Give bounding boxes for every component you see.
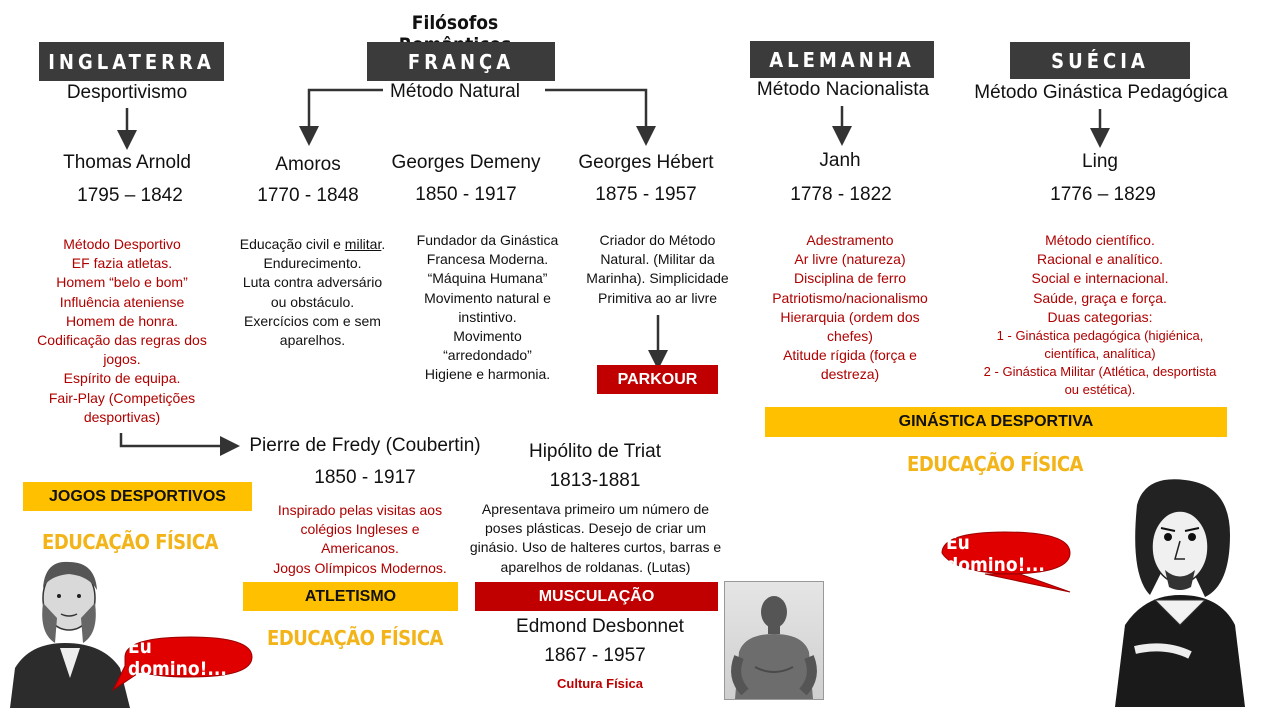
method-franca: Método Natural — [390, 81, 520, 102]
desc-ling: Método científico. Racional e analítico. Social e internacional. Saúde, graça e força. Duas categorias: 1 - Ginástica pedagógica (higiénica, científica, analítica) 2 - Ginástica Militar (Atlética, desportista ou estética). — [983, 232, 1217, 398]
desc-triat: Apresentava primeiro um número de poses plásticas. Desejo de criar um ginásio. Uso de halteres curtos, barras e aparelhos de roldanas. (Lutas) — [469, 501, 722, 575]
name-desbonnet: Edmond Desbonnet — [516, 616, 684, 637]
method-inglaterra: Desportivismo — [66, 82, 188, 103]
country-alemanha: ALEMANHA — [750, 41, 934, 78]
desc-arnold: Método Desportivo EF fazia atletas. Homem “belo e bom” Influência ateniense Homem de honra. Codificação das regras dos jogos. Espírito de equipa. Fair-Play (Competições desportivas) — [37, 236, 207, 425]
years-janh: 1778 - 1822 — [790, 184, 892, 205]
years-amoros: 1770 - 1848 — [257, 185, 359, 206]
speech-bubble-right: Eu domino!... — [946, 532, 1045, 576]
tag-musculacao: MUSCULAÇÃO — [475, 582, 718, 611]
note-cultura-fisica: Cultura Física — [557, 676, 643, 691]
years-coubertin: 1850 - 1917 — [314, 467, 416, 488]
tag-ginastica-desportiva: GINÁSTICA DESPORTIVA — [765, 407, 1227, 437]
tag-jogos-desportivos: JOGOS DESPORTIVOS — [23, 482, 252, 511]
method-alemanha: Método Nacionalista — [756, 79, 930, 100]
years-desbonnet: 1867 - 1957 — [544, 645, 646, 666]
tag-atletismo: ATLETISMO — [243, 582, 458, 611]
name-ling: Ling — [1082, 151, 1118, 172]
tag-parkour: PARKOUR — [597, 365, 718, 394]
desc-amoros: Educação civil e militar. Endurecimento. Luta contra adversário ou obstáculo. Exercícios com e sem aparelhos. — [239, 236, 386, 349]
country-inglaterra: INGLATERRA — [39, 42, 224, 81]
name-janh: Janh — [819, 150, 861, 171]
years-hebert: 1875 - 1957 — [595, 184, 697, 205]
desc-coubertin: Inspirado pelas visitas aos colégios Ingleses e Americanos. Jogos Olímpicos Modernos. — [273, 502, 447, 576]
name-triat: Hipólito de Triat — [528, 441, 661, 462]
speech-bubble-left: Eu domino!... — [128, 636, 227, 680]
educacao-fisica-atletismo: EDUCAÇÃO FÍSICA — [267, 626, 443, 650]
desc-hebert: Criador do Método Natural. (Militar da Marinha). Simplicidade Primitiva ao ar livre — [586, 232, 729, 306]
name-arnold: Thomas Arnold — [63, 152, 191, 173]
name-hebert: Georges Hébert — [578, 152, 714, 173]
diagram-title: Filósofos — [411, 12, 499, 34]
country-franca: FRANÇA — [367, 42, 555, 81]
years-ling: 1776 – 1829 — [1050, 184, 1156, 205]
name-amoros: Amoros — [275, 154, 341, 175]
years-triat: 1813-1881 — [549, 470, 641, 491]
educacao-fisica-alemanha: EDUCAÇÃO FÍSICA — [907, 452, 1083, 476]
years-arnold: 1795 – 1842 — [77, 185, 183, 206]
desc-demeny: Fundador da Ginástica Francesa Moderna. “Máquina Humana” Movimento natural e instintivo. Movimento “arredondado” Higiene e harmonia. — [416, 232, 559, 383]
name-coubertin: Pierre de Fredy (Coubertin) — [249, 435, 481, 456]
educacao-fisica-inglaterra: EDUCAÇÃO FÍSICA — [42, 530, 218, 554]
country-suecia: SUÉCIA — [1010, 42, 1190, 79]
desc-janh: Adestramento Ar livre (natureza) Disciplina de ferro Patriotismo/nacionalismo Hierarquia (ordem dos chefes) Atitude rígida (força e destreza) — [772, 232, 928, 383]
name-demeny: Georges Demeny — [391, 152, 541, 173]
method-suecia: Método Ginástica Pedagógica — [974, 82, 1228, 103]
years-demeny: 1850 - 1917 — [415, 184, 517, 205]
